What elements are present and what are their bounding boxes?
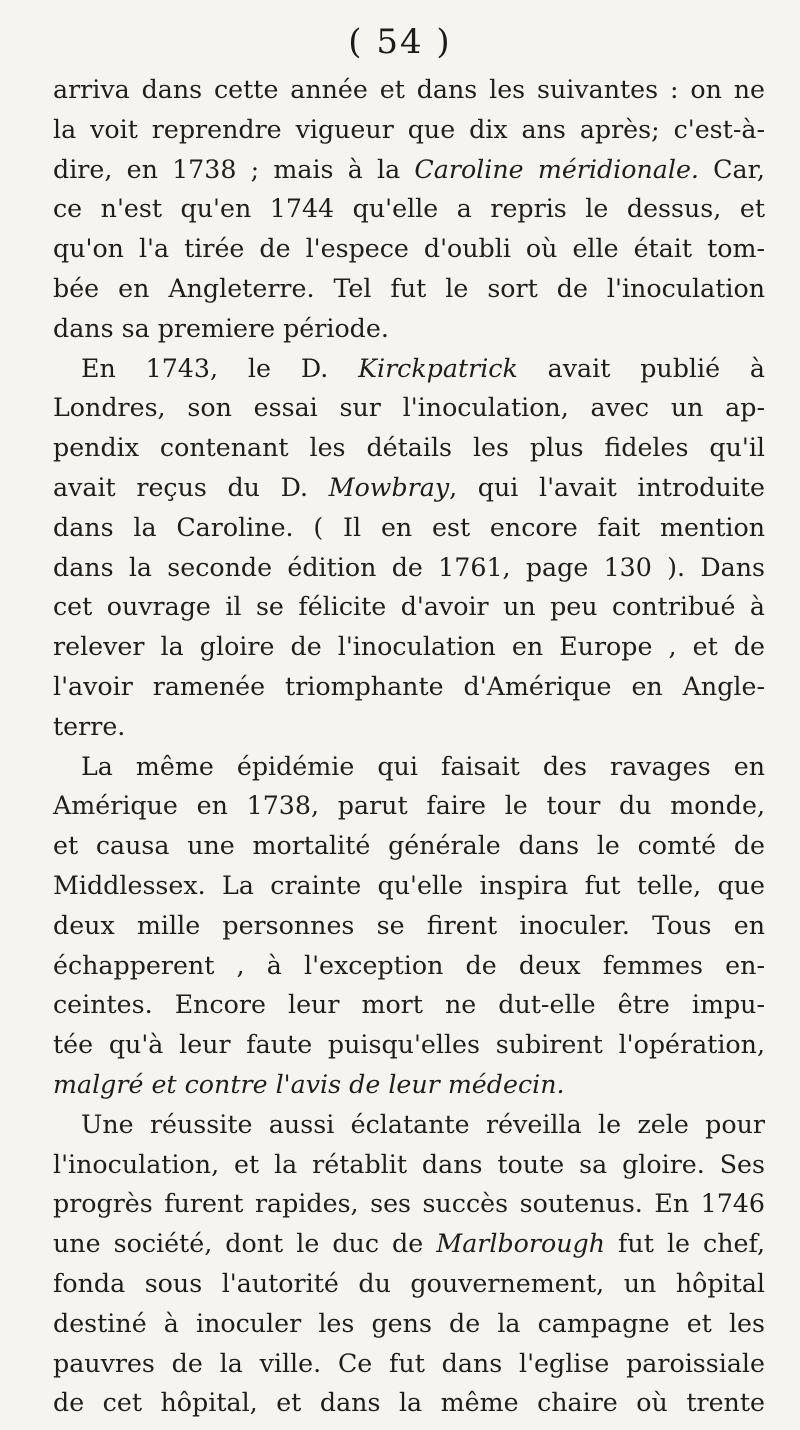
text-line-26 — [53, 1065, 765, 1105]
text-line-10: pendix contenant les détails les plus fideles qu'il — [53, 433, 765, 463]
text-line-2: la voit reprendre vigueur que dix ans après; c'est-à- — [53, 114, 765, 144]
italic-run: Kirckpatrick — [358, 353, 518, 383]
text-line-12: dans la Caroline. ( Il en est encore fait mention — [53, 512, 765, 542]
text-run: avait publié à — [517, 353, 765, 383]
text-line-28: l'inoculation, et la rétablit dans toute sa gloire. Ses — [53, 1149, 765, 1179]
text-line-30 — [53, 1224, 765, 1264]
text-line-20: et causa une mortalité générale dans le comté de — [53, 831, 765, 861]
text-run: avait reçus du D. — [53, 472, 329, 502]
text-line-17: terre. — [53, 711, 126, 741]
text-line-31: fonda sous l'autorité du gouvernement, un hôpital — [53, 1268, 765, 1298]
text-line-4: ce n'est qu'en 1744 qu'elle a repris le dessus, et — [53, 194, 765, 224]
text-line-21: Middlessex. La crainte qu'elle inspira fut telle, que — [53, 870, 765, 900]
italic-run: Mowbray — [328, 472, 450, 502]
italic-run: Marlborough — [436, 1229, 605, 1259]
text-line-11 — [53, 468, 765, 508]
text-run: dire, en 1738 ; mais à la — [53, 154, 415, 184]
text-line-6: bée en Angleterre. Tel fut le sort de l'inoculation — [53, 273, 765, 303]
text-line-7: dans sa premiere période. — [53, 313, 389, 343]
text-line-9: Londres, son essai sur l'inoculation, avec un ap- — [53, 393, 765, 423]
italic-run: malgré et contre l'avis de leur médecin. — [53, 1069, 565, 1099]
text-run: En 1743, le D. — [81, 353, 359, 383]
text-line-13: dans la seconde édition de 1761, page 130 ). Dans — [53, 552, 765, 582]
text-line-33: pauvres de la ville. Ce fut dans l'eglise paroissiale — [53, 1348, 765, 1378]
text-line-34: de cet hôpital, et dans la même chaire où trente — [53, 1388, 765, 1418]
page-number: ( 54 ) — [348, 22, 452, 62]
text-run: une société, dont le duc de — [53, 1229, 437, 1259]
text-run: Car, — [698, 154, 765, 184]
text-line-15: relever la gloire de l'inoculation en Europe , et de — [53, 632, 765, 662]
text-run: fut le chef, — [605, 1229, 765, 1259]
text-line-22: deux mille personnes se firent inoculer. Tous en — [53, 910, 765, 940]
text-line-25: tée qu'à leur faute puisqu'elles subirent l'opération, — [53, 1030, 765, 1060]
text-line-1: arriva dans cette année et dans les suivantes : on ne — [53, 75, 765, 104]
body-text — [53, 70, 765, 1423]
text-line-29: progrès furent rapides, ses succès soutenus. En 1746 — [53, 1189, 765, 1219]
text-line-32: destiné à inoculer les gens de la campagne et les — [53, 1308, 765, 1338]
text-line-27: Une réussite aussi éclatante réveilla le zele pour — [81, 1109, 765, 1139]
text-line-23: échapperent , à l'exception de deux femmes en- — [53, 950, 765, 980]
text-line-14: cet ouvrage il se félicite d'avoir un peu contribué à — [53, 592, 765, 622]
text-run: , qui l'avait introduite — [449, 472, 765, 502]
text-line-16: l'avoir ramenée triomphante d'Amérique en Angle- — [53, 671, 765, 701]
text-line-19: Amérique en 1738, parut faire le tour du monde, — [53, 791, 765, 821]
text-line-8 — [53, 349, 765, 389]
text-line-5: qu'on l'a tirée de l'espece d'oubli où elle était tom- — [53, 234, 765, 264]
text-line-18: La même épidémie qui faisait des ravages en — [81, 751, 765, 781]
text-line-24: ceintes. Encore leur mort ne dut-elle être impu- — [53, 990, 765, 1020]
text-line-3 — [53, 150, 765, 190]
italic-run: Caroline méridionale. — [414, 154, 699, 184]
